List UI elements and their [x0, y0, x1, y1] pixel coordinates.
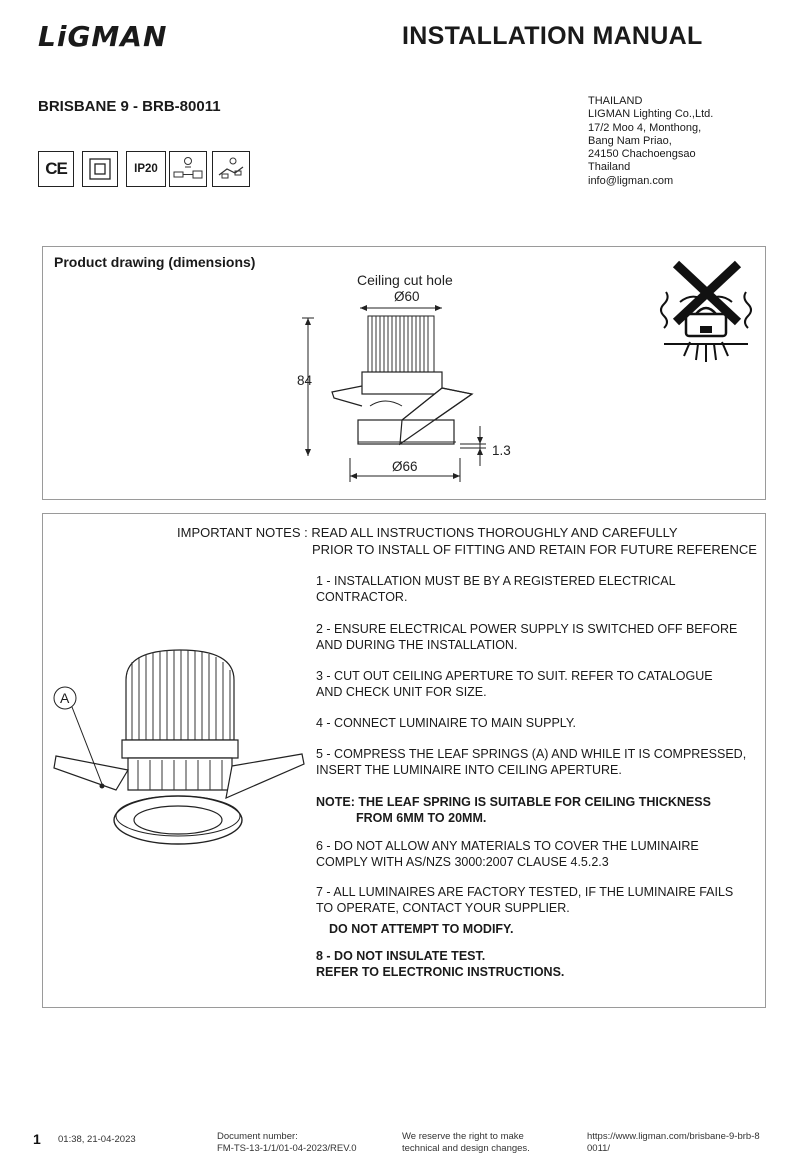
dimension-drawing: [290, 296, 520, 486]
note-line: 7 - ALL LUMINAIRES ARE FACTORY TESTED, IF THE LUMINAIRE FAILS: [316, 885, 734, 899]
note-line: FROM 6MM TO 20MM.: [356, 811, 487, 825]
note-line: NOTE: THE LEAF SPRING IS SUITABLE FOR CEILING THICKNESS: [316, 795, 711, 809]
note-line: 2 - ENSURE ELECTRICAL POWER SUPPLY IS SWITCHED OFF BEFORE: [316, 622, 738, 636]
footer-document-number: [217, 1131, 357, 1155]
note-4: [316, 715, 576, 731]
product-name: BRISBANE 9 - BRB-80011: [38, 98, 221, 115]
notes-heading-2: PRIOR TO INSTALL OF FITTING AND RETAIN FOR FUTURE REFERENCE: [312, 542, 757, 557]
note-line: 6 - DO NOT ALLOW ANY MATERIALS TO COVER THE LUMINAIRE: [316, 839, 699, 853]
ce-mark-text: CE: [45, 159, 67, 178]
note-7: [316, 884, 733, 916]
note-do-not-modify: [329, 921, 514, 937]
note-line: AND CHECK UNIT FOR SIZE.: [316, 685, 487, 699]
footer-doc-label: Document number:: [217, 1131, 298, 1142]
note-8: [316, 948, 564, 980]
footer-doc-value: FM-TS-13-1/1/01-04-2023/REV.0: [217, 1143, 357, 1154]
note-line: 8 - DO NOT INSULATE TEST.: [316, 949, 486, 963]
note-line: 4 - CONNECT LUMINAIRE TO MAIN SUPPLY.: [316, 716, 577, 730]
height-dimension: 84: [297, 373, 313, 388]
ce-mark-icon: [38, 151, 74, 187]
footer-line: technical and design changes.: [402, 1143, 530, 1154]
brand-logo: [38, 22, 198, 52]
note-line: 5 - COMPRESS THE LEAF SPRINGS (A) AND WHILE IT IS COMPRESSED,: [316, 747, 747, 761]
notes-heading: IMPORTANT NOTES : READ ALL INSTRUCTIONS THOROUGHLY AND CAREFULLY: [177, 525, 678, 540]
address-line: THAILAND: [588, 95, 643, 107]
note-line: CONTRACTOR.: [316, 590, 408, 604]
address-line: Thailand: [588, 161, 631, 174]
note-line: 3 - CUT OUT CEILING APERTURE TO SUIT. REFER TO CATALOGUE: [316, 669, 713, 683]
ip-rating: IP20: [134, 163, 158, 175]
address-line: Bang Nam Priao,: [588, 134, 672, 147]
driver-connection-icon: [169, 151, 207, 187]
footer-disclaimer: [402, 1131, 530, 1155]
drawing-title: Product drawing (dimensions): [54, 254, 256, 270]
no-insulation-cover-icon: [656, 256, 756, 366]
address-line: 24150 Chachoengsao: [588, 148, 696, 161]
ip20-badge: [126, 151, 166, 187]
footer-url-line[interactable]: 0011/: [587, 1143, 611, 1154]
note-6: [316, 838, 699, 870]
callout-label-a: A: [60, 690, 70, 706]
cut-hole-value: Ø60: [394, 289, 420, 304]
company-address: [588, 95, 713, 188]
diameter-dimension: Ø66: [392, 459, 418, 474]
flange-dimension: 1.3: [492, 443, 511, 458]
wiring-icon: [212, 151, 250, 187]
note-line: DO NOT ATTEMPT TO MODIFY.: [329, 922, 514, 936]
footer-url[interactable]: [587, 1131, 760, 1155]
footer-timestamp: 01:38, 21-04-2023: [58, 1134, 136, 1145]
cut-hole-label: Ceiling cut hole: [357, 272, 453, 288]
note-line: 1 - INSTALLATION MUST BE BY A REGISTERED ELECTRICAL: [316, 574, 676, 588]
class-ii-icon: [82, 151, 118, 187]
note-line: TO OPERATE, CONTACT YOUR SUPPLIER.: [316, 901, 570, 915]
address-email: info@ligman.com: [588, 174, 674, 187]
footer-url-line[interactable]: https://www.ligman.com/brisbane-9-brb-8: [587, 1131, 760, 1142]
brand-logo-text: LiGMAN: [38, 20, 168, 53]
address-line: LIGMAN Lighting Co.,Ltd.: [588, 108, 714, 121]
note-3: [316, 668, 713, 700]
note-line: INSERT THE LUMINAIRE INTO CEILING APERTURE.: [316, 763, 622, 777]
page-title: INSTALLATION MANUAL: [402, 22, 703, 50]
note-line: REFER TO ELECTRONIC INSTRUCTIONS.: [316, 965, 565, 979]
note-5: [316, 746, 746, 778]
note-line: AND DURING THE INSTALLATION.: [316, 638, 518, 652]
page-number: 1: [33, 1131, 41, 1147]
note-1: [316, 573, 676, 605]
address-line: 17/2 Moo 4, Monthong,: [588, 121, 702, 134]
note-2: [316, 621, 737, 653]
footer-line: We reserve the right to make: [402, 1131, 524, 1142]
luminaire-illustration: [50, 640, 312, 850]
note-line: COMPLY WITH AS/NZS 3000:2007 CLAUSE 4.5.2.3: [316, 855, 609, 869]
note-leaf-spring: [316, 794, 711, 826]
